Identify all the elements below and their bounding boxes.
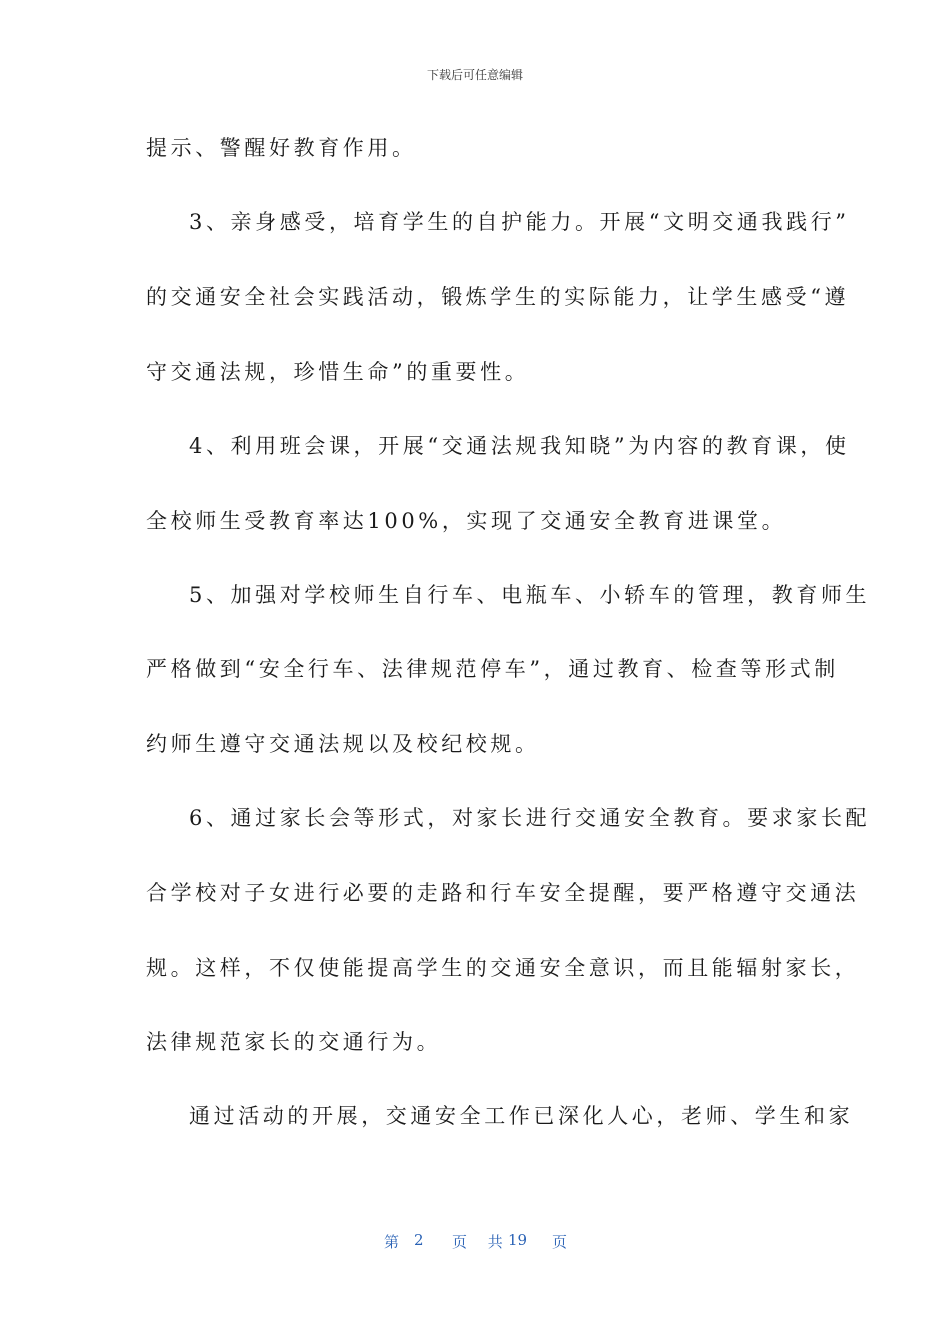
page-header: 下载后可任意编辑 <box>426 68 523 82</box>
current-page-number: 2 <box>414 1231 424 1249</box>
paragraph-line: 法律规范家长的交通行为。 <box>146 1030 442 1054</box>
paragraph-line: 约师生遵守交通法规以及校纪校规。 <box>146 732 540 756</box>
page-label: 第 <box>384 1233 400 1251</box>
paragraph-line: 全校师生受教育率达100%，实现了交通安全教育进课堂。 <box>146 509 787 533</box>
paragraph-line: 3、亲身感受，培育学生的自护能力。开展“文明交通我践行” <box>189 210 850 234</box>
page-unit-label: 页 <box>552 1233 568 1251</box>
paragraph-line: 合学校对子女进行必要的走路和行车安全提醒，要严格遵守交通法 <box>146 881 860 905</box>
paragraph-line: 5、加强对学校师生自行车、电瓶车、小轿车的管理，教育师生 <box>189 583 871 607</box>
paragraph-line: 4、利用班会课，开展“交通法规我知晓”为内容的教育课，使 <box>189 434 850 458</box>
page-unit-total-label: 页 共 <box>452 1233 511 1251</box>
paragraph-line: 的交通安全社会实践活动，锻炼学生的实际能力，让学生感受“遵 <box>146 285 850 309</box>
paragraph-line: 规。这样，不仅使能提高学生的交通安全意识，而且能辐射家长， <box>146 956 860 980</box>
paragraph-line: 守交通法规，珍惜生命”的重要性。 <box>146 360 530 384</box>
paragraph-line: 严格做到“安全行车、法律规范停车”，通过教育、检查等形式制 <box>146 657 839 681</box>
paragraph-line: 提示、警醒好教育作用。 <box>146 136 417 160</box>
paragraph-line: 通过活动的开展，交通安全工作已深化人心，老师、学生和家 <box>189 1104 854 1128</box>
total-pages-number: 19 <box>508 1231 528 1249</box>
paragraph-line: 6、通过家长会等形式，对家长进行交通安全教育。要求家长配 <box>189 806 871 830</box>
